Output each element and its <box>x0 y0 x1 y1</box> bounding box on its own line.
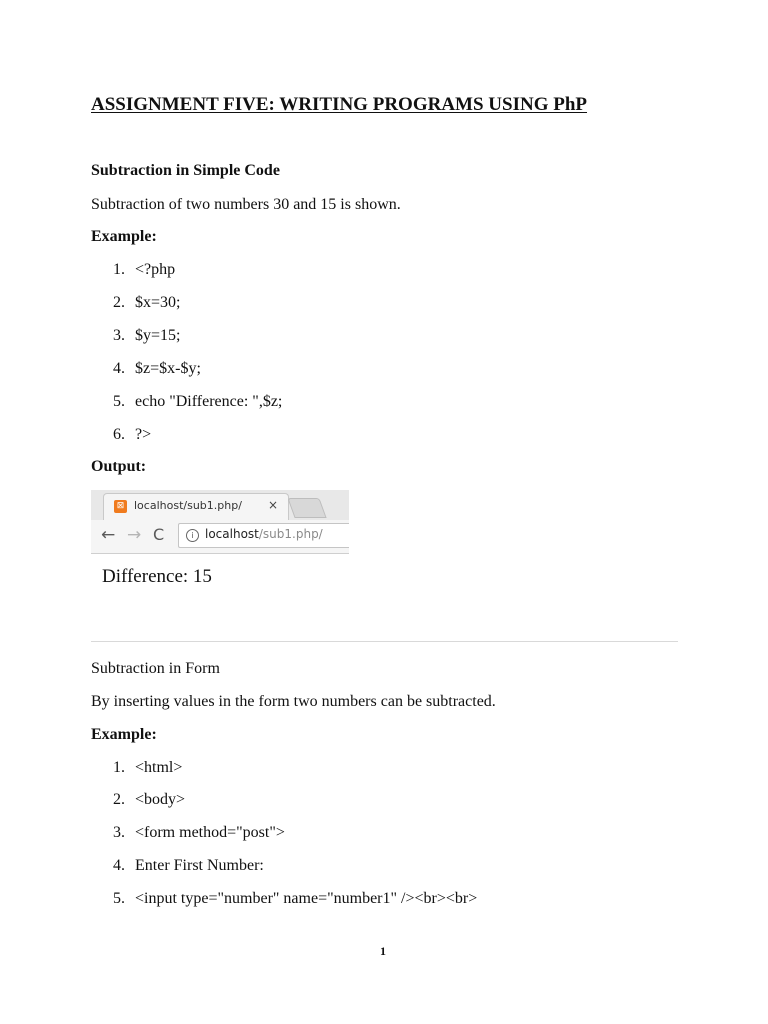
example-label: Example: <box>91 726 157 743</box>
address-bar[interactable] <box>178 523 349 548</box>
code-line: 4. $z=$x-$y; <box>113 360 201 377</box>
url-text: localhost/sub1.php/ <box>205 527 323 541</box>
page-number: 1 <box>380 944 386 958</box>
output-label: Output: <box>91 458 147 475</box>
close-icon[interactable]: × <box>268 498 279 512</box>
xampp-favicon-icon: ⊠ <box>114 500 127 513</box>
code-line: 3. <form method="post"> <box>113 824 285 841</box>
example-label: Example: <box>91 228 157 245</box>
section-heading-form: Subtraction in Form <box>91 660 220 677</box>
page-output-text: Difference: 15 <box>102 566 212 587</box>
reload-icon[interactable]: C <box>153 525 165 544</box>
document-title: ASSIGNMENT FIVE: WRITING PROGRAMS USING PhP <box>91 94 588 115</box>
code-line: 1. <html> <box>113 759 183 776</box>
info-icon[interactable]: i <box>186 529 199 542</box>
browser-screenshot <box>91 490 349 598</box>
code-line: 2. <body> <box>113 791 186 808</box>
browser-toolbar <box>91 520 349 554</box>
code-line: 1. <?php <box>113 261 176 278</box>
code-line: 4. Enter First Number: <box>113 857 264 874</box>
section-divider <box>91 641 678 642</box>
forward-arrow-icon[interactable]: → <box>127 525 142 545</box>
code-line: 5. <input type="number" name="number1" /><br><br> <box>113 890 478 907</box>
tab-title: localhost/sub1.php/ <box>134 499 242 512</box>
new-tab-button[interactable] <box>287 498 326 518</box>
section-heading-simple-code: Subtraction in Simple Code <box>91 162 280 179</box>
back-arrow-icon[interactable]: ← <box>101 525 116 545</box>
browser-tab[interactable] <box>103 493 289 520</box>
section-description: By inserting values in the form two numbers can be subtracted. <box>91 693 496 710</box>
code-line: 6. ?> <box>113 426 152 443</box>
code-line: 2. $x=30; <box>113 294 181 311</box>
code-line: 5. echo "Difference: ",$z; <box>113 393 283 410</box>
browser-tab-bar <box>91 490 349 520</box>
section-description: Subtraction of two numbers 30 and 15 is shown. <box>91 196 401 213</box>
code-line: 3. $y=15; <box>113 327 181 344</box>
